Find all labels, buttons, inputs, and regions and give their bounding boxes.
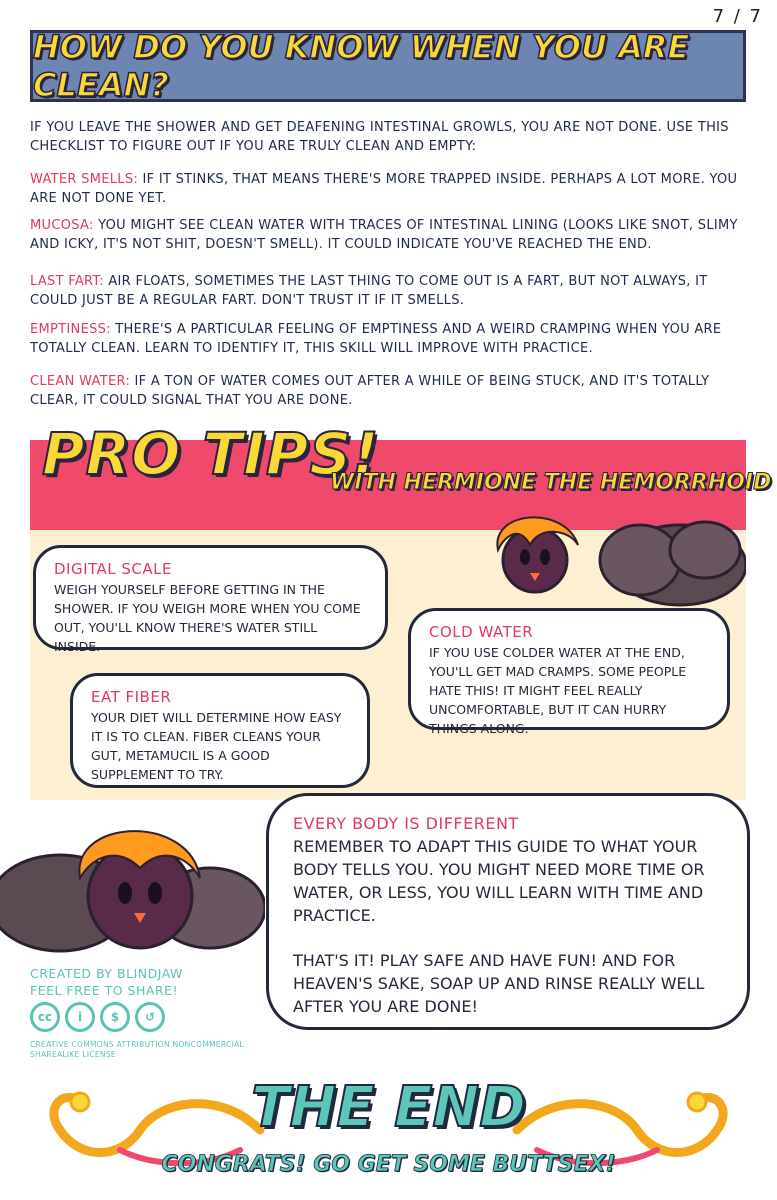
tip-bubble-eat-fiber	[70, 673, 370, 788]
hermione-character-icon	[470, 505, 746, 610]
checklist-text: IF A TON OF WATER COMES OUT AFTER A WHILE OF BEING STUCK, AND IT'S TOTALLY CLEAR, IT COULD SIGNAL THAT YOU ARE DONE.	[30, 374, 710, 408]
license-icons	[30, 1002, 165, 1032]
bubble-body: WEIGH YOURSELF BEFORE GETTING IN THE SHOWER. IF YOU WEIGH MORE WHEN YOU COME OUT, YOU'LL KNOW THERE'S WATER STILL INSIDE.	[54, 582, 361, 654]
bubble-body: REMEMBER TO ADAPT THIS GUIDE TO WHAT YOUR BODY TELLS YOU. YOU MIGHT NEED MORE TIME OR WATER, OR LESS, YOU WILL LEARN WITH TIME AND PRACTICE.	[293, 837, 705, 925]
checklist-text: IF IT STINKS, THAT MEANS THERE'S MORE TRAPPED INSIDE. PERHAPS A LOT MORE. YOU ARE NOT DONE YET.	[30, 172, 738, 206]
checklist-label: MUCOSA:	[30, 218, 94, 233]
bubble-title: DIGITAL SCALE	[54, 560, 172, 578]
bubble-title: COLD WATER	[429, 623, 534, 641]
checklist-label: EMPTINESS:	[30, 322, 111, 337]
sa-icon: ↺	[135, 1002, 165, 1032]
checklist-item-emptiness	[30, 320, 750, 358]
credits-share: FEEL FREE TO SHARE!	[30, 983, 178, 998]
checklist-item-clean-water	[30, 372, 750, 410]
bubble-body: YOUR DIET WILL DETERMINE HOW EASY IT IS TO CLEAN. FIBER CLEANS YOUR GUT, METAMUCIL IS A GOOD SUPPLEMENT TO TRY.	[91, 710, 342, 782]
checklist-label: LAST FART:	[30, 274, 104, 289]
hermione-large-icon	[0, 808, 265, 958]
checklist-item-water-smells	[30, 170, 750, 208]
pro-tips-subheading: WITH HERMIONE THE HEMORRHOID	[330, 470, 772, 495]
tip-bubble-digital-scale	[33, 545, 388, 654]
tip-bubble-cold-water	[408, 608, 730, 736]
tip-bubble-every-body	[266, 793, 750, 1030]
checklist-item-last-fart	[30, 272, 750, 310]
cc-icon: cc	[30, 1002, 60, 1032]
congrats-text: CONGRATS! GO GET SOME BUTTSEX!	[161, 1152, 616, 1177]
bubble-body-closing: THAT'S IT! PLAY SAFE AND HAVE FUN! AND FOR HEAVEN'S SAKE, SOAP UP AND RINSE REALLY WELL AFTER YOU ARE DONE!	[293, 951, 705, 1016]
checklist-label: WATER SMELLS:	[30, 172, 139, 187]
checklist-text: AIR FLOATS, SOMETIMES THE LAST THING TO COME OUT IS A FART, BUT NOT ALWAYS, IT COULD JUST BE A REGULAR FART. DON'T TRUST IT IF IT SMELLS.	[30, 274, 708, 308]
page-title: HOW DO YOU KNOW WHEN YOU ARE CLEAN?	[33, 28, 690, 104]
checklist-item-mucosa	[30, 216, 750, 254]
intro-text: IF YOU LEAVE THE SHOWER AND GET DEAFENING INTESTINAL GROWLS, YOU ARE NOT DONE. USE THIS CHECKLIST TO FIGURE OUT IF YOU ARE TRULY CLEAN AND EMPTY:	[30, 120, 729, 154]
bubble-body: IF YOU USE COLDER WATER AT THE END, YOU'LL GET MAD CRAMPS. SOME PEOPLE HATE THIS! IT MIGHT FEEL REALLY UNCOMFORTABLE, BUT IT CAN HURRY THINGS ALONG.	[429, 645, 687, 736]
title-banner	[30, 30, 746, 102]
by-icon: i	[65, 1002, 95, 1032]
credits-author: CREATED BY BLINDJAW	[30, 966, 183, 981]
checklist-text: YOU MIGHT SEE CLEAN WATER WITH TRACES OF INTESTINAL LINING (LOOKS LIKE SNOT, SLIMY AND ICKY, IT'S NOT SHIT, DOESN'T SMELL). IT COULD INDICATE YOU'VE REACHED THE END.	[30, 218, 738, 252]
bubble-title: EVERY BODY IS DIFFERENT	[293, 814, 519, 833]
checklist-text: THERE'S A PARTICULAR FEELING OF EMPTINESS AND A WEIRD CRAMPING WHEN YOU ARE TOTALLY CLEAN. LEARN TO IDENTIFY IT, THIS SKILL WILL IMPROVE WITH PRACTICE.	[30, 322, 722, 356]
the-end-title: THE END	[251, 1075, 526, 1140]
bubble-title: EAT FIBER	[91, 688, 172, 706]
credits	[30, 965, 270, 999]
license-text: CREATIVE COMMONS ATTRIBUTION NONCOMMERCIAL SHAREALIKE LICENSE	[30, 1040, 244, 1059]
page-number: 7 / 7	[712, 6, 763, 27]
nc-icon: $	[100, 1002, 130, 1032]
checklist-label: CLEAN WATER:	[30, 374, 131, 389]
pro-tips-heading: PRO TIPS!	[42, 420, 380, 488]
